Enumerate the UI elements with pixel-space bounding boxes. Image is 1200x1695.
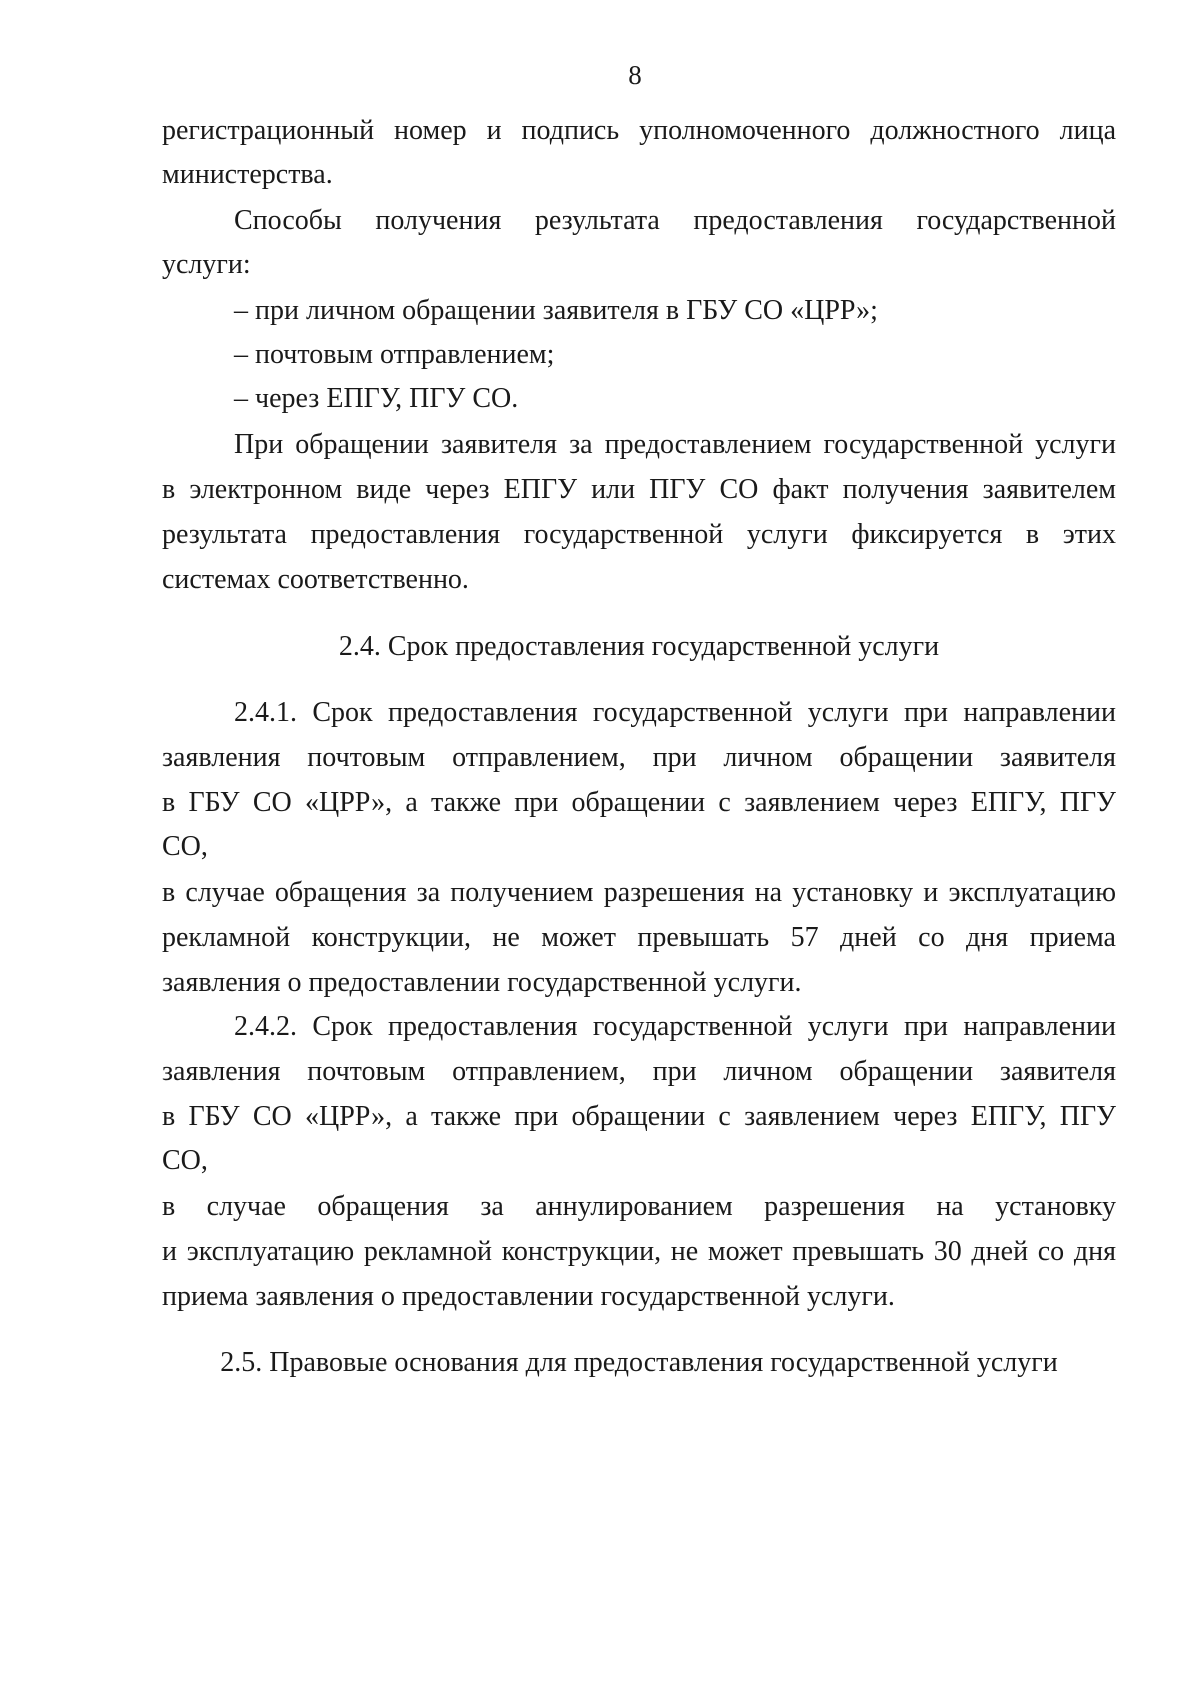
text-line: в ГБУ СО «ЦРР», а также при обращении с заявлением через ЕПГУ, ПГУ [162,1101,1116,1132]
text-line: СО, [162,1145,208,1176]
list-item: – почтовым отправлением; [234,339,555,370]
text-line: в электронном виде через ЕПГУ или ПГУ СО факт получения заявителем [162,474,1116,505]
text-line: заявления о предоставлении государственной услуги. [162,967,802,998]
text-line: При обращении заявителя за предоставлением государственной услуги [234,429,1116,460]
text-line: приема заявления о предоставлении государственной услуги. [162,1281,895,1312]
text-line: заявления почтовым отправлением, при личном обращении заявителя [162,1056,1116,1087]
section-heading: 2.4. Срок предоставления государственной услуги [338,631,940,662]
text-line: СО, [162,831,208,862]
text-line: и эксплуатацию рекламной конструкции, не может превышать 30 дней со дня [162,1236,1116,1267]
text-line: в случае обращения за получением разрешения на установку и эксплуатацию [162,877,1116,908]
text-line: регистрационный номер и подпись уполномоченного должностного лица [162,115,1116,146]
section-heading: 2.5. Правовые основания для предоставления государственной услуги [220,1347,1058,1378]
text-line: Способы получения результата предоставления государственной [234,205,1116,236]
text-line: 2.4.1. Срок предоставления государственной услуги при направлении [234,697,1116,728]
text-line: 2.4.2. Срок предоставления государственной услуги при направлении [234,1011,1116,1042]
text-line: результата предоставления государственной услуги фиксируется в этих [162,519,1116,550]
list-item: – через ЕПГУ, ПГУ СО. [234,383,519,414]
text-line: в случае обращения за аннулированием разрешения на установку [162,1191,1116,1222]
text-line: услуги: [162,249,251,280]
page-number: 8 [628,60,642,90]
text-line: министерства. [162,159,333,190]
text-line: в ГБУ СО «ЦРР», а также при обращении с заявлением через ЕПГУ, ПГУ [162,787,1116,818]
list-item: – при личном обращении заявителя в ГБУ СО «ЦРР»; [234,295,878,326]
text-line: системах соответственно. [162,564,469,595]
text-line: заявления почтовым отправлением, при личном обращении заявителя [162,742,1116,773]
text-line: рекламной конструкции, не может превышать 57 дней со дня приема [162,922,1116,953]
